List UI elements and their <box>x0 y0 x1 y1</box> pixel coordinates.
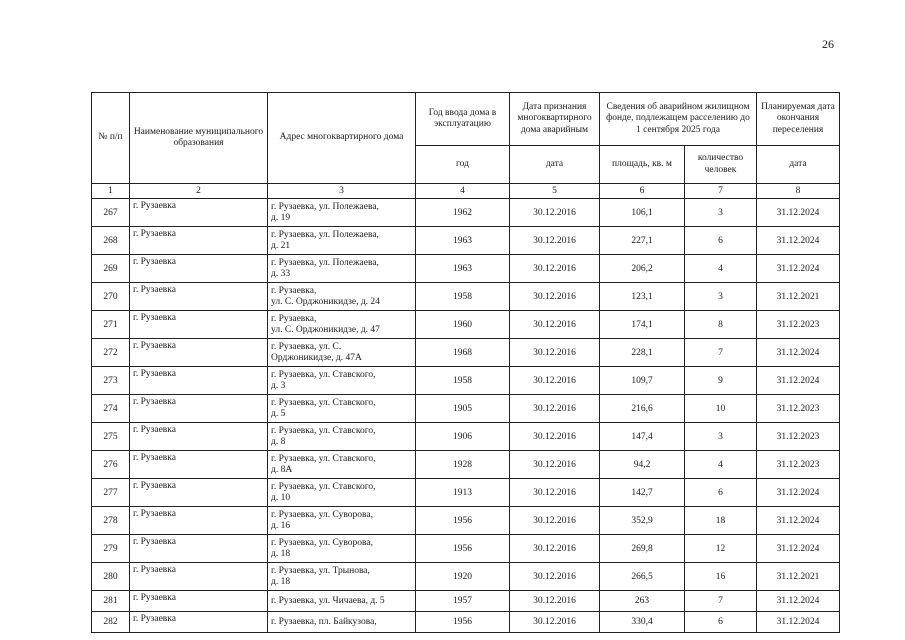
row-number: 276 <box>92 451 130 479</box>
row-number: 270 <box>92 283 130 311</box>
year-cell: 1957 <box>416 591 510 612</box>
year-cell: 1928 <box>416 451 510 479</box>
address-line-1: г. Рузаевка, ул. Трынова, <box>271 566 370 577</box>
people-cell: 6 <box>685 479 757 507</box>
address-line-1: г. Рузаевка, ул. Полежаева, <box>271 202 379 213</box>
date-recognized-cell: 30.12.2016 <box>510 339 600 367</box>
row-number: 278 <box>92 507 130 535</box>
municipality-cell: г. Рузаевка <box>130 339 268 367</box>
row-number: 275 <box>92 423 130 451</box>
area-cell: 263 <box>600 591 685 612</box>
row-number: 281 <box>92 591 130 612</box>
year-cell: 1920 <box>416 563 510 591</box>
row-number: 269 <box>92 255 130 283</box>
people-cell: 12 <box>685 535 757 563</box>
area-cell: 206,2 <box>600 255 685 283</box>
header-row <box>92 93 840 146</box>
municipality-cell: г. Рузаевка <box>130 283 268 311</box>
address-line-1: г. Рузаевка, ул. Ставского, <box>271 426 376 437</box>
address-line-2: д. 21 <box>271 240 291 251</box>
header-planned-date: Планируемая дата окончания переселения <box>757 93 840 146</box>
row-number: 267 <box>92 199 130 227</box>
planned-date-cell: 31.12.2024 <box>757 479 840 507</box>
subheader-date2: дата <box>757 146 840 184</box>
date-recognized-cell: 30.12.2016 <box>510 199 600 227</box>
municipality-cell: г. Рузаевка <box>130 227 268 255</box>
year-cell: 1962 <box>416 199 510 227</box>
municipality-cell: г. Рузаевка <box>130 199 268 227</box>
planned-date-cell: 31.12.2024 <box>757 535 840 563</box>
table-row <box>92 367 840 395</box>
municipality-cell: г. Рузаевка <box>130 591 268 612</box>
municipality-cell: г. Рузаевка <box>130 395 268 423</box>
planned-date-cell: 31.12.2021 <box>757 283 840 311</box>
row-number: 277 <box>92 479 130 507</box>
area-cell: 216,6 <box>600 395 685 423</box>
area-cell: 352,9 <box>600 507 685 535</box>
area-cell: 228,1 <box>600 339 685 367</box>
address-cell <box>268 507 416 535</box>
header-municipality: Наименование муниципального образования <box>130 93 268 184</box>
planned-date-cell: 31.12.2023 <box>757 311 840 339</box>
planned-date-cell: 31.12.2023 <box>757 451 840 479</box>
municipality-cell: г. Рузаевка <box>130 451 268 479</box>
address-line-2: д. 10 <box>271 492 291 503</box>
area-cell: 94,2 <box>600 451 685 479</box>
people-cell: 3 <box>685 423 757 451</box>
year-cell: 1963 <box>416 255 510 283</box>
area-cell: 227,1 <box>600 227 685 255</box>
year-cell: 1906 <box>416 423 510 451</box>
table-row <box>92 479 840 507</box>
housing-table <box>91 92 840 633</box>
address-cell <box>268 283 416 311</box>
address-cell <box>268 479 416 507</box>
colnum-4: 4 <box>416 184 510 199</box>
year-cell: 1968 <box>416 339 510 367</box>
area-cell: 269,8 <box>600 535 685 563</box>
planned-date-cell: 31.12.2024 <box>757 591 840 612</box>
subheader-people: количество человек <box>685 146 757 184</box>
table-row <box>92 255 840 283</box>
address-line-2: д. 3 <box>271 380 286 391</box>
table-row <box>92 311 840 339</box>
table-row <box>92 451 840 479</box>
address-line-1: г. Рузаевка, ул. Ставского, <box>271 482 376 493</box>
address-cell <box>268 423 416 451</box>
planned-date-cell: 31.12.2024 <box>757 255 840 283</box>
address-line-2: д. 8А <box>271 464 293 475</box>
address-cell <box>268 227 416 255</box>
address-line-2: д. 18 <box>271 576 291 587</box>
subheader-date: дата <box>510 146 600 184</box>
table-row <box>92 339 840 367</box>
year-cell: 1963 <box>416 227 510 255</box>
area-cell: 330,4 <box>600 612 685 633</box>
address-cell <box>268 395 416 423</box>
people-cell: 16 <box>685 563 757 591</box>
date-recognized-cell: 30.12.2016 <box>510 612 600 633</box>
date-recognized-cell: 30.12.2016 <box>510 227 600 255</box>
address-line-2: д. 33 <box>271 268 291 279</box>
people-cell: 4 <box>685 255 757 283</box>
planned-date-cell: 31.12.2024 <box>757 199 840 227</box>
colnum-3: 3 <box>268 184 416 199</box>
year-cell: 1905 <box>416 395 510 423</box>
subheader-area: площадь, кв. м <box>600 146 685 184</box>
date-recognized-cell: 30.12.2016 <box>510 255 600 283</box>
municipality-cell: г. Рузаевка <box>130 535 268 563</box>
municipality-cell: г. Рузаевка <box>130 507 268 535</box>
address-line-1: г. Рузаевка, <box>271 314 317 325</box>
planned-date-cell: 31.12.2024 <box>757 612 840 633</box>
address-line-1: г. Рузаевка, ул. Полежаева, <box>271 230 379 241</box>
table-row <box>92 563 840 591</box>
address-line-2: Орджоникидзе, д. 47А <box>271 352 362 363</box>
address-cell <box>268 199 416 227</box>
address-cell <box>268 367 416 395</box>
colnum-8: 8 <box>757 184 840 199</box>
year-cell: 1958 <box>416 367 510 395</box>
municipality-cell: г. Рузаевка <box>130 311 268 339</box>
people-cell: 9 <box>685 367 757 395</box>
address-cell <box>268 311 416 339</box>
table-row <box>92 395 840 423</box>
table-row <box>92 612 840 633</box>
date-recognized-cell: 30.12.2016 <box>510 563 600 591</box>
municipality-cell: г. Рузаевка <box>130 255 268 283</box>
date-recognized-cell: 30.12.2016 <box>510 367 600 395</box>
table-row <box>92 227 840 255</box>
row-number: 274 <box>92 395 130 423</box>
address-cell <box>268 563 416 591</box>
date-recognized-cell: 30.12.2016 <box>510 451 600 479</box>
area-cell: 147,4 <box>600 423 685 451</box>
header-emergency-info: Сведения об аварийном жилищном фонде, подлежащем расселению до 1 сентября 2025 года <box>600 93 757 146</box>
planned-date-cell: 31.12.2023 <box>757 395 840 423</box>
date-recognized-cell: 30.12.2016 <box>510 507 600 535</box>
address-line-1: г. Рузаевка, ул. Суворова, <box>271 538 374 549</box>
table-row <box>92 535 840 563</box>
address-line-1: г. Рузаевка, ул. С. <box>271 342 342 353</box>
year-cell: 1913 <box>416 479 510 507</box>
date-recognized-cell: 30.12.2016 <box>510 395 600 423</box>
area-cell: 106,1 <box>600 199 685 227</box>
row-number: 282 <box>92 612 130 633</box>
row-number: 279 <box>92 535 130 563</box>
people-cell: 6 <box>685 612 757 633</box>
planned-date-cell: 31.12.2023 <box>757 423 840 451</box>
date-recognized-cell: 30.12.2016 <box>510 311 600 339</box>
area-cell: 123,1 <box>600 283 685 311</box>
people-cell: 18 <box>685 507 757 535</box>
header-address: Адрес многоквартирного дома <box>268 93 416 184</box>
address-line-2: ул. С. Орджоникидзе, д. 47 <box>271 324 380 335</box>
column-number-row <box>92 184 840 199</box>
header-date-recognized: Дата признания многоквартирного дома аварийным <box>510 93 600 146</box>
date-recognized-cell: 30.12.2016 <box>510 591 600 612</box>
address-line-2: д. 16 <box>271 520 291 531</box>
people-cell: 10 <box>685 395 757 423</box>
row-number: 272 <box>92 339 130 367</box>
year-cell: 1956 <box>416 507 510 535</box>
address-line-2: д. 19 <box>271 212 291 223</box>
area-cell: 109,7 <box>600 367 685 395</box>
address-line-2: ул. С. Орджоникидзе, д. 24 <box>271 296 380 307</box>
planned-date-cell: 31.12.2024 <box>757 507 840 535</box>
address-cell <box>268 451 416 479</box>
address-line-1: г. Рузаевка, ул. Ставского, <box>271 398 376 409</box>
area-cell: 174,1 <box>600 311 685 339</box>
address-line-1: г. Рузаевка, ул. Чичаева, д. 5 <box>271 595 385 606</box>
people-cell: 7 <box>685 591 757 612</box>
row-number: 271 <box>92 311 130 339</box>
row-number: 280 <box>92 563 130 591</box>
municipality-cell: г. Рузаевка <box>130 612 268 633</box>
address-line-1: г. Рузаевка, ул. Суворова, <box>271 510 374 521</box>
planned-date-cell: 31.12.2024 <box>757 367 840 395</box>
address-line-1: г. Рузаевка, ул. Ставского, <box>271 370 376 381</box>
subheader-year: год <box>416 146 510 184</box>
colnum-1: 1 <box>92 184 130 199</box>
year-cell: 1958 <box>416 283 510 311</box>
area-cell: 142,7 <box>600 479 685 507</box>
people-cell: 7 <box>685 339 757 367</box>
planned-date-cell: 31.12.2021 <box>757 563 840 591</box>
people-cell: 6 <box>685 227 757 255</box>
address-line-1: г. Рузаевка, ул. Ставского, <box>271 454 376 465</box>
header-num: № п/п <box>92 93 130 184</box>
row-number: 268 <box>92 227 130 255</box>
date-recognized-cell: 30.12.2016 <box>510 283 600 311</box>
date-recognized-cell: 30.12.2016 <box>510 535 600 563</box>
date-recognized-cell: 30.12.2016 <box>510 479 600 507</box>
colnum-7: 7 <box>685 184 757 199</box>
table-row <box>92 199 840 227</box>
address-line-1: г. Рузаевка, ул. Полежаева, <box>271 258 379 269</box>
address-cell <box>268 591 416 612</box>
people-cell: 8 <box>685 311 757 339</box>
header-year-commissioned: Год ввода дома в эксплуатацию <box>416 93 510 146</box>
address-cell <box>268 339 416 367</box>
address-line-2: д. 18 <box>271 548 291 559</box>
year-cell: 1956 <box>416 535 510 563</box>
colnum-6: 6 <box>600 184 685 199</box>
address-line-2: д. 8 <box>271 436 286 447</box>
table-row <box>92 507 840 535</box>
municipality-cell: г. Рузаевка <box>130 423 268 451</box>
people-cell: 3 <box>685 283 757 311</box>
area-cell: 266,5 <box>600 563 685 591</box>
municipality-cell: г. Рузаевка <box>130 479 268 507</box>
table-row <box>92 591 840 612</box>
address-line-1: г. Рузаевка, <box>271 286 317 297</box>
address-line-1: г. Рузаевка, пл. Байкузова, <box>271 616 377 627</box>
table-row <box>92 283 840 311</box>
page-number: 26 <box>822 37 834 51</box>
row-number: 273 <box>92 367 130 395</box>
colnum-5: 5 <box>510 184 600 199</box>
address-cell <box>268 612 416 633</box>
planned-date-cell: 31.12.2024 <box>757 339 840 367</box>
address-cell <box>268 255 416 283</box>
date-recognized-cell: 30.12.2016 <box>510 423 600 451</box>
table-row <box>92 423 840 451</box>
colnum-2: 2 <box>130 184 268 199</box>
year-cell: 1956 <box>416 612 510 633</box>
planned-date-cell: 31.12.2024 <box>757 227 840 255</box>
year-cell: 1960 <box>416 311 510 339</box>
people-cell: 4 <box>685 451 757 479</box>
address-line-2: д. 5 <box>271 408 286 419</box>
people-cell: 3 <box>685 199 757 227</box>
municipality-cell: г. Рузаевка <box>130 563 268 591</box>
municipality-cell: г. Рузаевка <box>130 367 268 395</box>
address-cell <box>268 535 416 563</box>
